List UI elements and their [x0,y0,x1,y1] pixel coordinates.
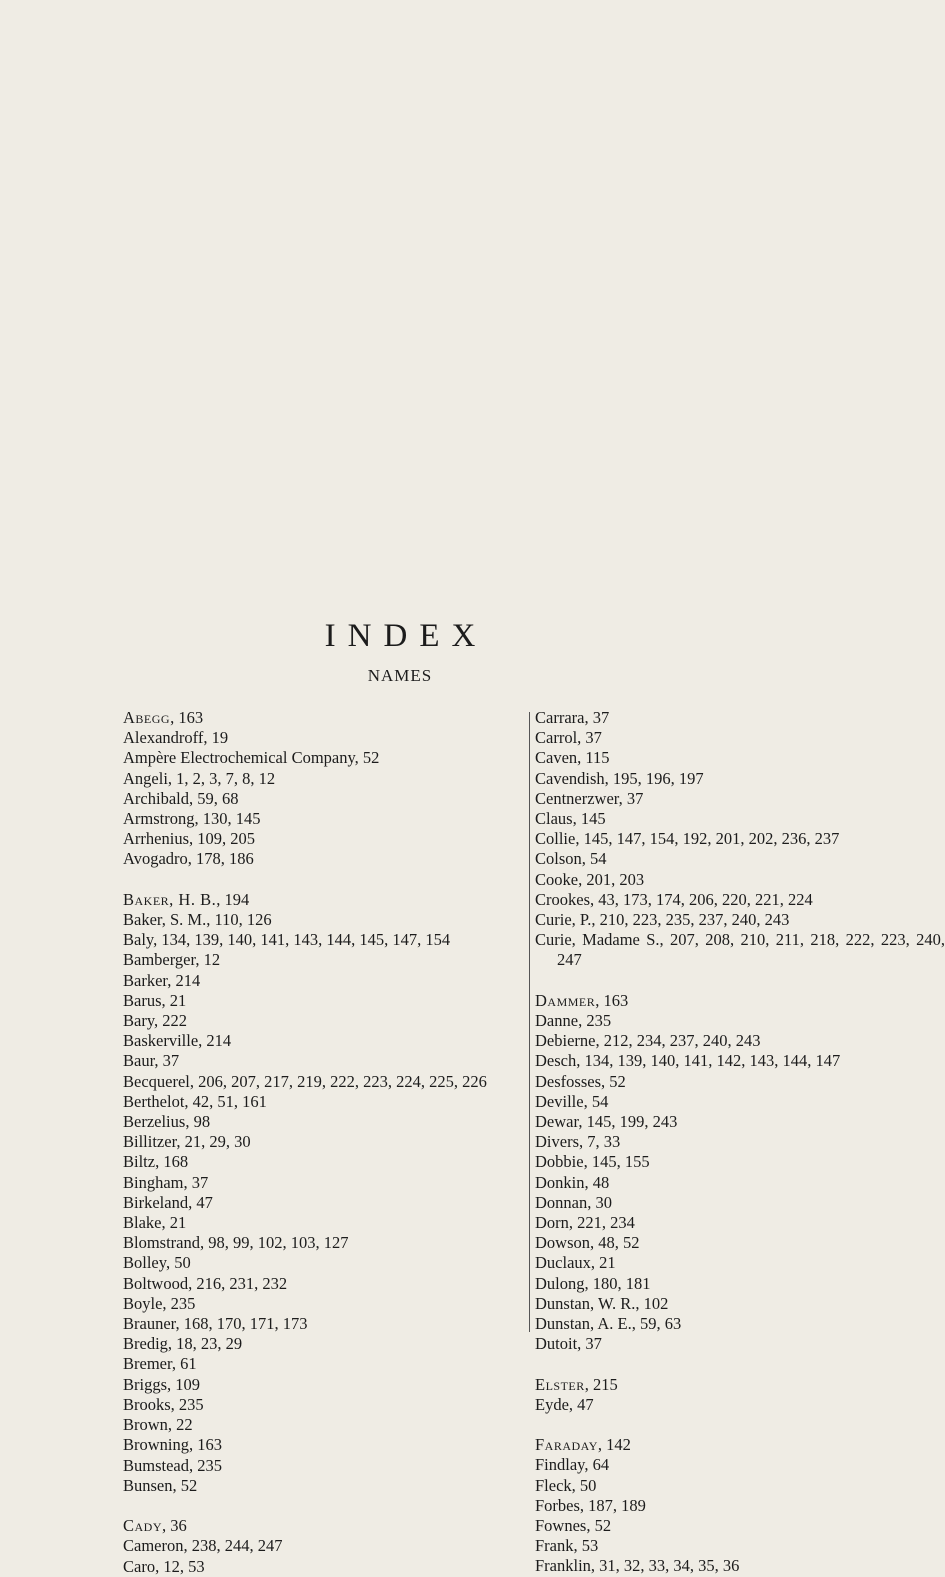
index-entry [123,849,520,869]
index-entry-name: Donkin [535,1172,585,1192]
index-entry-pages: , 195, 196, 197 [604,768,704,788]
index-entry-name: Baskerville [123,1031,199,1051]
index-entry-name: Donnan [535,1192,588,1212]
index-entry [535,1375,945,1395]
index-entry [123,1557,520,1577]
index-entry-pages: , 212, 234, 237, 240, 243 [595,1031,761,1051]
index-entry-pages: , 109 [167,1374,201,1394]
index-entry [535,748,945,768]
index-entry-name: Desch [535,1051,577,1071]
index-entry-name: Cooke [535,869,579,889]
index-entry [535,1455,945,1475]
index-entry-name: Boltwood [123,1273,189,1293]
index-entry-name: Bunsen [123,1475,173,1495]
index-entry-name: Armstrong [123,809,195,829]
index-entry-name: Cavendish [535,768,605,788]
index-entry-pages: , 98, 99, 102, 103, 127 [200,1233,349,1253]
index-entry-pages: , 187, 189 [579,1495,646,1515]
index-entry-pages: , 31, 32, 33, 34, 35, 36 [590,1556,740,1576]
index-entry-pages: , 21 [161,990,187,1010]
index-entry [535,1253,945,1273]
index-entry [123,789,520,809]
index-entry-name: Cameron [123,1536,184,1556]
index-entry-name: Caven [535,748,578,768]
index-entry-pages: , 47 [188,1192,213,1212]
index-entry-name: Debierne [535,1031,596,1051]
index-entry-pages: , 19 [203,728,229,748]
index-entry-name: Frank [535,1536,574,1556]
index-entry [123,1415,520,1435]
index-entry-name: Arrhenius [123,829,189,849]
index-entry [123,1152,520,1172]
index-entry-pages: , 50 [571,1475,597,1495]
index-entry [123,1213,520,1233]
index-entry [535,1112,945,1132]
index-entry-name: Baur [123,1051,155,1071]
group-spacer [535,1415,945,1435]
index-entry [123,708,520,728]
index-entry-pages: , 48 [584,1172,610,1192]
index-entry-name: Eyde [535,1394,569,1414]
index-entry-name: Abegg [123,708,171,727]
index-entry-name: Colson [535,849,582,869]
index-entry [535,829,945,849]
index-entry-pages: , 36 [162,1516,187,1536]
column-divider [529,712,530,1332]
index-entry-pages: , 194 [216,889,250,909]
index-entry-name: Curie, Madame S. [535,930,660,950]
index-entry-pages: , 214 [198,1031,232,1051]
index-entry-name: Brown [123,1415,168,1435]
index-entry-pages: , 163 [170,708,204,727]
index-entry [123,1011,520,1031]
index-entry-name: Archibald [123,788,189,808]
index-entry [123,950,520,970]
index-entry-pages: , 102 [635,1293,669,1313]
index-entry-name: Bolley [123,1253,166,1273]
index-entry-pages: , 48, 52 [590,1233,640,1253]
index-entry-pages: , 52 [586,1516,612,1536]
index-entry-name: Billitzer [123,1132,177,1152]
index-entry-name: Browning [123,1435,189,1455]
index-entry [123,1092,520,1112]
index-entry-pages: , 115 [577,748,610,768]
index-entry-name: Angeli [123,768,168,788]
index-entry-pages: , 215 [584,1374,618,1394]
index-entry-pages: , 214 [167,970,201,990]
index-entry-name: Dammer [535,990,596,1010]
index-entry [123,991,520,1011]
index-entry [535,1193,945,1213]
index-entry-pages: , 12 [195,950,221,970]
index-entry-pages: , 201, 203 [578,869,645,889]
index-entry-name: Bingham [123,1172,184,1192]
index-entry-pages: , 221, 234 [568,1213,635,1233]
index-entry-pages: , 134, 139, 140, 141, 143, 144, 145, 147, 154 [153,930,451,950]
index-entry-pages: , 42, 51, 161 [184,1091,267,1111]
index-entry [535,1274,945,1294]
index-entry [535,1173,945,1193]
index-entry [535,1556,945,1576]
index-entry-name: Bredig [123,1334,168,1354]
index-entry [123,1516,520,1536]
index-entry [535,890,945,910]
index-entry-name: Dulong [535,1273,585,1293]
index-entry [123,1253,520,1273]
index-entry-pages: , 142 [597,1435,631,1455]
index-entry [535,991,945,1011]
index-entry [123,1072,520,1092]
index-entry [535,728,945,748]
index-entry [123,1031,520,1051]
index-entry [535,809,945,829]
index-entry [123,1132,520,1152]
index-entry [123,1476,520,1496]
index-entry-name: Avogadro [123,849,188,869]
index-entry [535,1132,945,1152]
index-entry-pages: , 22 [167,1415,193,1435]
index-entry-pages: , 43, 173, 174, 206, 220, 221, 224 [590,889,813,909]
index-entry-name: Bumstead [123,1455,189,1475]
index-entry-pages: , 238, 244, 247 [183,1536,283,1556]
index-entry [535,1314,945,1334]
index-entry-name: Curie, P. [535,910,592,930]
index-entry-pages: , 130, 145 [194,809,261,829]
index-entry [535,1152,945,1172]
index-entry-pages: , 59, 63 [631,1314,682,1334]
index-entry-pages: , 98 [185,1112,211,1132]
index-entry-name: Cady [123,1516,163,1536]
index-entry-name: Carrol [535,728,578,748]
index-entry [535,789,945,809]
index-entry [123,1173,520,1193]
index-entry [535,1213,945,1233]
index-entry-pages: , 235 [162,1293,196,1313]
index-entry [123,1395,520,1415]
index-entry [123,1375,520,1395]
index-entry-name: Barker [123,970,168,990]
index-entry [123,1112,520,1132]
index-entry-pages: , 47 [568,1394,594,1414]
index-entry-pages: , 18, 23, 29 [167,1334,243,1354]
index-entry-name: Baker, S. M. [123,910,207,930]
index-entry [123,1536,520,1556]
index-entry [535,1092,945,1112]
right-index-column [535,708,945,1577]
index-entry [535,849,945,869]
index-entry-pages: , 37 [577,1334,602,1354]
index-entry [123,809,520,829]
index-entry [535,1516,945,1536]
index-entry-pages: , 52 [354,748,380,768]
index-entry-name: Briggs [123,1374,168,1394]
index-entry-pages: , 37 [154,1051,180,1071]
index-entry-pages: , 145, 199, 243 [578,1112,678,1132]
index-entry-name: Elster [535,1374,585,1394]
index-entry-name: Danne [535,1011,579,1031]
index-entry-name: Caro [123,1556,156,1576]
index-entry-pages: , 54 [581,849,607,869]
index-entry-name: Brauner [123,1314,176,1334]
index-entry-pages: , 110, 126 [206,910,272,930]
index-entry-name: Barus [123,990,162,1010]
index-entry [535,1072,945,1092]
index-entry-pages: , 52 [601,1071,626,1091]
index-entry [123,1051,520,1071]
index-entry [535,1536,945,1556]
index-entry-name: Blake [123,1213,162,1233]
index-entry-name: Claus [535,809,573,829]
index-entry [123,1294,520,1314]
group-spacer [123,1496,520,1516]
index-entry-name: Birkeland [123,1192,189,1212]
index-entry [535,1011,945,1031]
index-entry-pages: , 210, 223, 235, 237, 240, 243 [591,910,790,930]
index-entry-name: Divers [535,1132,579,1152]
index-entry-name: Dutoit [535,1334,578,1354]
index-entry-name: Deville [535,1091,584,1111]
section-heading: NAMES [367,666,433,685]
index-entry-pages: , 206, 207, 217, 219, 222, 223, 224, 225, 226 [189,1071,487,1091]
index-entry-name: Crookes [535,889,590,909]
group-spacer [123,870,520,890]
index-entry-name: Fleck [535,1475,572,1495]
index-entry [123,1334,520,1354]
index-entry-name: Bary [123,1011,155,1031]
index-entry [535,930,945,970]
index-entry-pages: , 163 [595,990,629,1010]
index-entry-name: Dorn [535,1213,569,1233]
index-entry-pages: , 235 [170,1394,204,1414]
group-spacer [535,1354,945,1374]
index-entry-name: Biltz [123,1152,156,1172]
index-entry-name: Ampère Electrochemical Company [123,748,355,768]
index-entry-name: Baly [123,930,154,950]
index-entry-name: Baker, H. B. [123,889,217,909]
index-entry [535,708,945,728]
index-entry [123,930,520,950]
index-entry-pages: , 168, 170, 171, 173 [175,1314,308,1334]
index-entry-pages: , 7, 33 [579,1132,621,1152]
index-entry [535,1051,945,1071]
index-entry [123,1274,520,1294]
index-entry-pages: , 54 [583,1091,609,1111]
index-entry-pages: , 52 [172,1475,198,1495]
index-entry-name: Duclaux [535,1253,591,1273]
index-entry [535,1476,945,1496]
index-entry-name: Faraday [535,1435,598,1455]
index-entry [123,1233,520,1253]
index-entry-pages: , 30 [587,1192,612,1212]
index-entry [123,890,520,910]
index-entry-name: Dewar [535,1112,579,1132]
index-entry-pages: , 207, 208, 210, 211, 218, 222, 223, 240, 247 [557,930,945,970]
index-entry-name: Dowson [535,1233,591,1253]
index-entry-name: Bremer [123,1354,172,1374]
index-entry-name: Forbes [535,1495,580,1515]
index-entry-name: Bamberger [123,950,196,970]
index-entry [535,1496,945,1516]
index-entry [535,910,945,930]
left-index-column [123,708,520,1577]
index-entry-name: Desfosses [535,1071,601,1091]
index-entry-name: Franklin [535,1556,591,1576]
index-entry-pages: , 64 [584,1455,610,1475]
index-entry-name: Centnerzwer [535,788,619,808]
index-entry-pages: , 37 [577,728,602,748]
index-entry [123,1314,520,1334]
index-entry-name: Berzelius [123,1112,186,1132]
index-entry-pages: , 53 [573,1536,599,1556]
index-entry [123,728,520,748]
index-entry-pages: , 145 [572,809,606,829]
index-entry-pages: , 37 [584,708,610,727]
index-entry-pages: , 50 [165,1253,191,1273]
index-entry [535,1435,945,1455]
index-entry [123,910,520,930]
index-entry-name: Carrara [535,708,585,727]
index-entry [123,1193,520,1213]
index-entry-name: Dunstan, W. R. [535,1293,636,1313]
index-entry-pages: , 168 [155,1152,189,1172]
index-entry-name: Collie [535,829,576,849]
index-entry [535,769,945,789]
page-title: INDEX [324,618,488,654]
group-spacer [535,971,945,991]
index-entry [123,971,520,991]
index-entry-pages: , 21 [161,1213,187,1233]
index-entry [535,1294,945,1314]
index-entry-name: Becquerel [123,1071,190,1091]
index-entry-pages: , 235 [578,1011,612,1031]
index-entry-name: Alexandroff [123,728,204,748]
index-entry-pages: , 61 [171,1354,197,1374]
index-entry [123,748,520,768]
index-entry-pages: , 216, 231, 232 [188,1273,288,1293]
index-entry-name: Fownes [535,1516,587,1536]
index-entry [123,1354,520,1374]
index-entry [123,1435,520,1455]
index-entry-name: Brooks [123,1394,171,1414]
index-entry-pages: , 222 [154,1011,188,1031]
index-entry [123,1456,520,1476]
index-entry [535,1334,945,1354]
index-entry-pages: , 134, 139, 140, 141, 142, 143, 144, 147 [576,1051,841,1071]
index-entry-name: Dobbie [535,1152,584,1172]
index-entry-pages: , 109, 205 [188,829,255,849]
index-entry-pages: , 145, 155 [583,1152,650,1172]
index-entry [123,829,520,849]
index-entry-pages: , 21 [590,1253,616,1273]
index-entry-name: Findlay [535,1455,585,1475]
index-entry-pages: , 145, 147, 154, 192, 201, 202, 236, 237 [575,829,840,849]
index-entry-pages: , 37 [618,788,644,808]
index-entry [535,1031,945,1051]
index-entry [535,870,945,890]
index-entry-pages: , 37 [183,1172,209,1192]
index-entry-pages: , 180, 181 [584,1273,651,1293]
index-entry-name: Dunstan, A. E. [535,1314,632,1334]
index-entry-name: Blomstrand [123,1233,200,1253]
index-entry-pages: , 21, 29, 30 [176,1132,251,1152]
index-entry-name: Boyle [123,1293,163,1313]
index-entry-pages: , 59, 68 [188,788,239,808]
index-entry [535,1233,945,1253]
index-entry-pages: , 12, 53 [155,1556,205,1576]
index-entry-pages: , 1, 2, 3, 7, 8, 12 [167,768,276,788]
index-entry-pages: , 178, 186 [187,849,254,869]
index-entry [535,1395,945,1415]
index-entry-pages: , 163 [189,1435,222,1455]
index-entry-name: Berthelot [123,1091,185,1111]
index-entry [123,769,520,789]
index-entry-pages: , 235 [189,1455,222,1475]
